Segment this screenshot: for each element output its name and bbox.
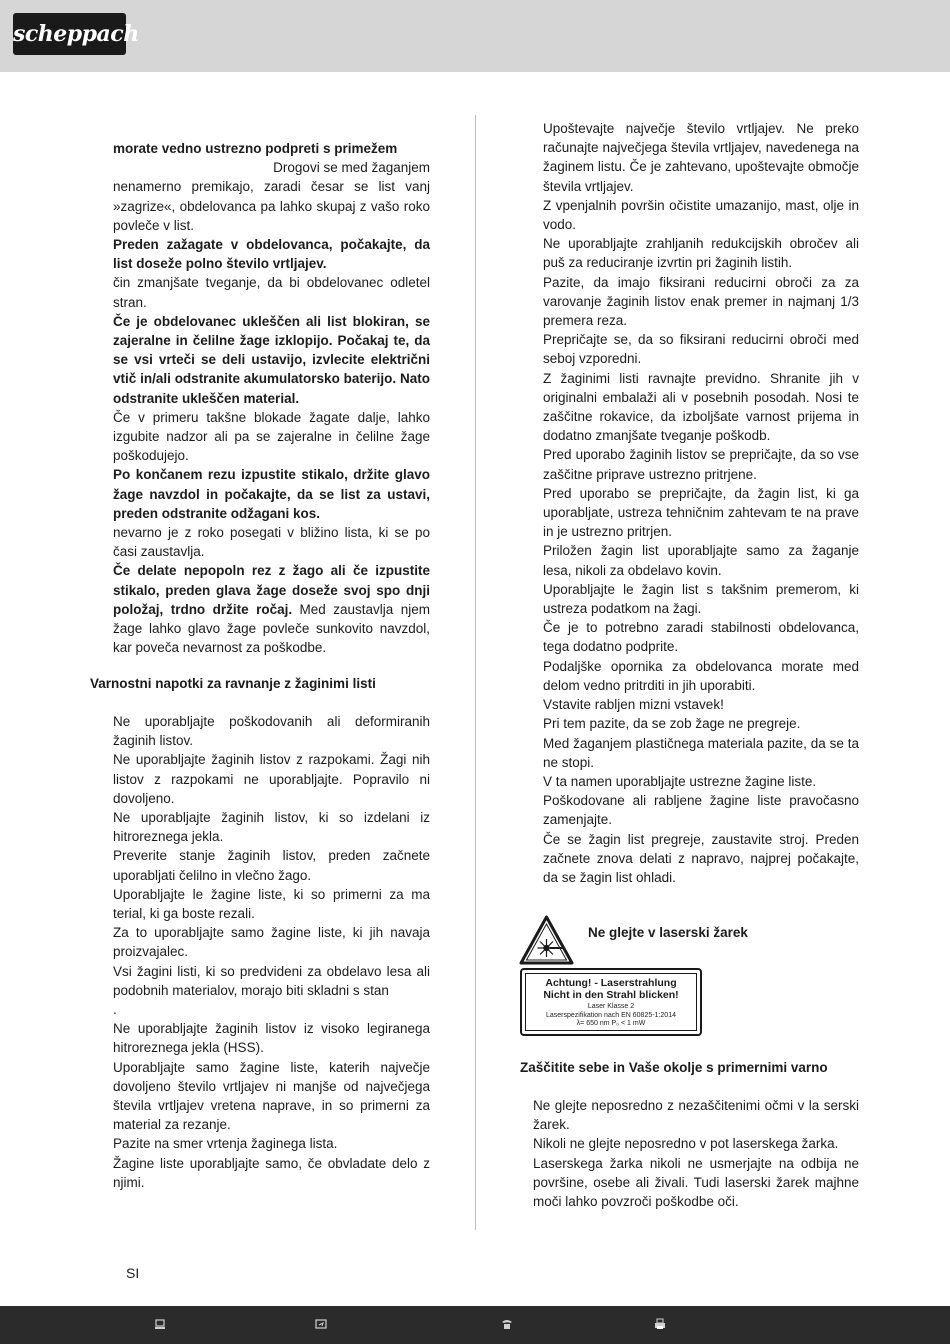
laser-label-line: Laser Klasse 2	[587, 1003, 635, 1010]
page-language-code: SI	[126, 1265, 140, 1281]
paragraph-bold-part: Če delate nepopoln rez z žago ali če izpustite stikalo, preden glava žage doseže svoj spo dnji položaj, trdno držite ročaj.	[113, 563, 430, 617]
list-item: Ne glejte neposredno z nezaščitenimi očmi v la serski žarek.	[533, 1098, 859, 1133]
computer-icon	[153, 1317, 167, 1331]
laser-warning-icon	[519, 915, 574, 965]
list-item: Žagine liste uporabljajte samo, če obvladate delo z njimi.	[113, 1155, 430, 1190]
list-item: Za to uporabljajte samo žagine liste, ki jih navaja proizvajalec.	[113, 925, 430, 960]
brand-logo-text: scheppach	[13, 21, 139, 47]
list-item: Če se žagin list pregreje, zaustavite stroj. Preden začnete znova delati z napravo, najprej počakajte, da se žagin list ohladi.	[543, 831, 859, 885]
list-item: Poškodovane ali rabljene žagine liste pravočasno zamenjajte.	[543, 793, 859, 828]
left-column	[113, 139, 430, 657]
section-heading-saw-blades: Varnostni napotki za ravnanje z žaginimi listi	[90, 676, 376, 691]
laser-safety-list	[533, 1096, 859, 1211]
paragraph-mixed	[113, 561, 430, 657]
list-item: Ne uporabljajte žaginih listov z razpokami. Žagi nih listov z razpokami ne uporabljajte. Popravilo ni dovoljeno.	[113, 752, 430, 806]
list-item: Upoštevajte največje število vrtljajev. Ne preko računajte največjega števila vrtljajev, navedenega na žaginem listu. Če je zahtevano, upoštevajte območje števila vrtljajev.	[543, 121, 859, 194]
laser-label-line: Laserspezifikation nach EN 60825-1:2014	[546, 1011, 676, 1019]
list-item: V ta namen uporabljajte ustrezne žagine liste.	[543, 773, 817, 789]
paragraph: nevarno je z roko posegati v bližino lista, ki se po časi zaustavlja.	[113, 525, 430, 560]
phone-icon	[500, 1317, 514, 1331]
page-header	[0, 0, 950, 72]
laser-label-line: Nicht in den Strahl blicken!	[543, 989, 679, 1001]
paragraph: Če v primeru takšne blokade žagate dalje, lahko izgubite nadzor ali pa se zajeralne in čelilne žage poškodujejo.	[113, 409, 430, 464]
list-item: Med žaganjem plastičnega materiala pazite, da se ta ne stopi.	[543, 735, 859, 770]
list-item: Uporabljajte le žagin list s takšnim premerom, ki ustreza podatkom na žagi.	[543, 581, 859, 617]
fax-icon	[653, 1317, 667, 1331]
mail-icon	[314, 1317, 328, 1331]
list-item: Ne uporabljajte žaginih listov iz visoko legiranega hitroreznega jekla (HSS).	[113, 1021, 430, 1056]
laser-label-line: Achtung! - Laserstrahlung	[545, 977, 677, 989]
list-item: Vsi žagini listi, ki so predvideni za obdelavo lesa ali podobnih materialov, morajo biti skladni s stan	[113, 963, 430, 998]
paragraph: Po končanem rezu izpustite stikalo, držite glavo žage navzdol in počakajte, da se list za ustavi, preden odstranite odžagani kos.	[113, 467, 430, 521]
laser-heading: Ne glejte v laserski žarek	[588, 925, 748, 940]
brand-logo	[13, 13, 139, 55]
list-item: Podaljške opornika za obdelovanca morate med delom vedno pritrditi in jih uporabiti.	[543, 658, 859, 693]
list-item: Pazite, da imajo fiksirani reducirni obroči za za varovanje žaginih listov enak premer in najmanj 1/3 premera reza.	[543, 274, 859, 329]
paragraph: čin zmanjšate tveganje, da bi obdelovanec odletel stran.	[113, 275, 430, 310]
list-item: Laserskega žarka nikoli ne usmerjajte na odbija ne površine, osebe ali živali. Tudi laserski žarek majhne moči lahko povzroči poškodbe oči.	[533, 1155, 859, 1210]
laser-class-label	[520, 968, 702, 1036]
list-item: .	[113, 1002, 117, 1018]
list-item: Prepričajte se, da so fiksirani reducirni obroči med seboj vzporedni.	[543, 332, 859, 367]
right-column	[543, 119, 859, 887]
laser-class-label-inner	[525, 973, 697, 1031]
list-item: Pred uporabo se prepričajte, da žagin list, ki ga uporabljate, ustreza tehničnim zahtevam te na prave in je ustrezno pritrjen.	[543, 485, 859, 540]
list-item: Pri tem pazite, da se zob žage ne pregreje.	[543, 716, 801, 732]
list-item: Pred uporabo žaginih listov se prepričajte, da so vse zaščitne priprave ustrezno pritrjene.	[543, 447, 859, 482]
list-item: Vstavite rabljen mizni vstavek!	[543, 697, 724, 713]
list-item: Preverite stanje žaginih listov, preden začnete uporabljati čelilno in vlečno žago.	[113, 848, 430, 883]
list-item: Ne uporabljajte zrahljanih redukcijskih obročev ali puš za reduciranje izvrtin pri žaginih listih.	[543, 236, 859, 271]
paragraph: Preden zažagate v obdelovanca, počakajte, da list doseže polno število vrtljajev.	[113, 237, 430, 272]
list-item: Uporabljajte le žagine liste, ki so primerni za ma terial, ki ga boste rezali.	[113, 886, 430, 922]
paragraph-normal-part: Med zaustavlja njem žage lahko glavo žage povleče sunkovito navzdol, kar poveča nevarnost za poškodbe.	[113, 601, 431, 656]
list-item: Z vpenjalnih površin očistite umazanijo, mast, olje in vodo.	[543, 197, 859, 233]
list-item: Ne uporabljajte žaginih listov, ki so izdelani iz hitroreznega jekla.	[113, 810, 430, 845]
laser-label-line: λ= 650 nm P₀ < 1 mW	[576, 1020, 646, 1027]
protect-heading: Zaščitite sebe in Vaše okolje s primernimi varno	[520, 1060, 828, 1075]
list-item: Ne uporabljajte poškodovanih ali deformiranih žaginih listov.	[113, 714, 430, 749]
list-item: Priložen žagin list uporabljajte samo za žaganje lesa, nikoli za obdelavo kovin.	[543, 543, 859, 578]
list-item: Uporabljajte samo žagine liste, katerih največje dovoljeno število vrtljajev ni manjše od največjega števila vrtljajev vretena naprave, in so primerni za material za rezanje.	[113, 1059, 430, 1133]
list-item: Z žaginimi listi ravnajte previdno. Shranite jih v originalni embalaži ali v posebnih posodah. Nosi te zaščitne rokavice, da izboljšate varnost prijema in dodatno zmanjšate tveganje poškodb.	[543, 370, 859, 444]
paragraph: Drogovi se med žaganjem	[273, 160, 430, 176]
paragraph: morate vedno ustrezno podpreti s primežem	[113, 141, 398, 156]
column-divider	[475, 115, 476, 1230]
page-footer	[0, 1306, 950, 1344]
list-item: Če je to potrebno zaradi stabilnosti obdelovanca, tega dodatno podprite.	[543, 620, 859, 655]
paragraph: nenamerno premikajo, zaradi česar se list vanj »zagrize«, obdelovanca pa lahko skupaj z vašo roko povleče v list.	[113, 179, 430, 233]
list-item: Pazite na smer vrtenja žaginega lista.	[113, 1136, 338, 1152]
list-item: Nikoli ne glejte neposredno v pot laserskega žarka.	[533, 1136, 839, 1152]
saw-blade-safety-list	[113, 712, 430, 1192]
paragraph: Če je obdelovanec ukleščen ali list blokiran, se zajeralne in čelilne žage izklopijo. Počakaj te, da se vsi vrteči se deli ustavijo, izvlecite električni vtič in/ali odstranite akumulatorsko baterijo. Nato odstranite ukleščen material.	[113, 313, 430, 406]
